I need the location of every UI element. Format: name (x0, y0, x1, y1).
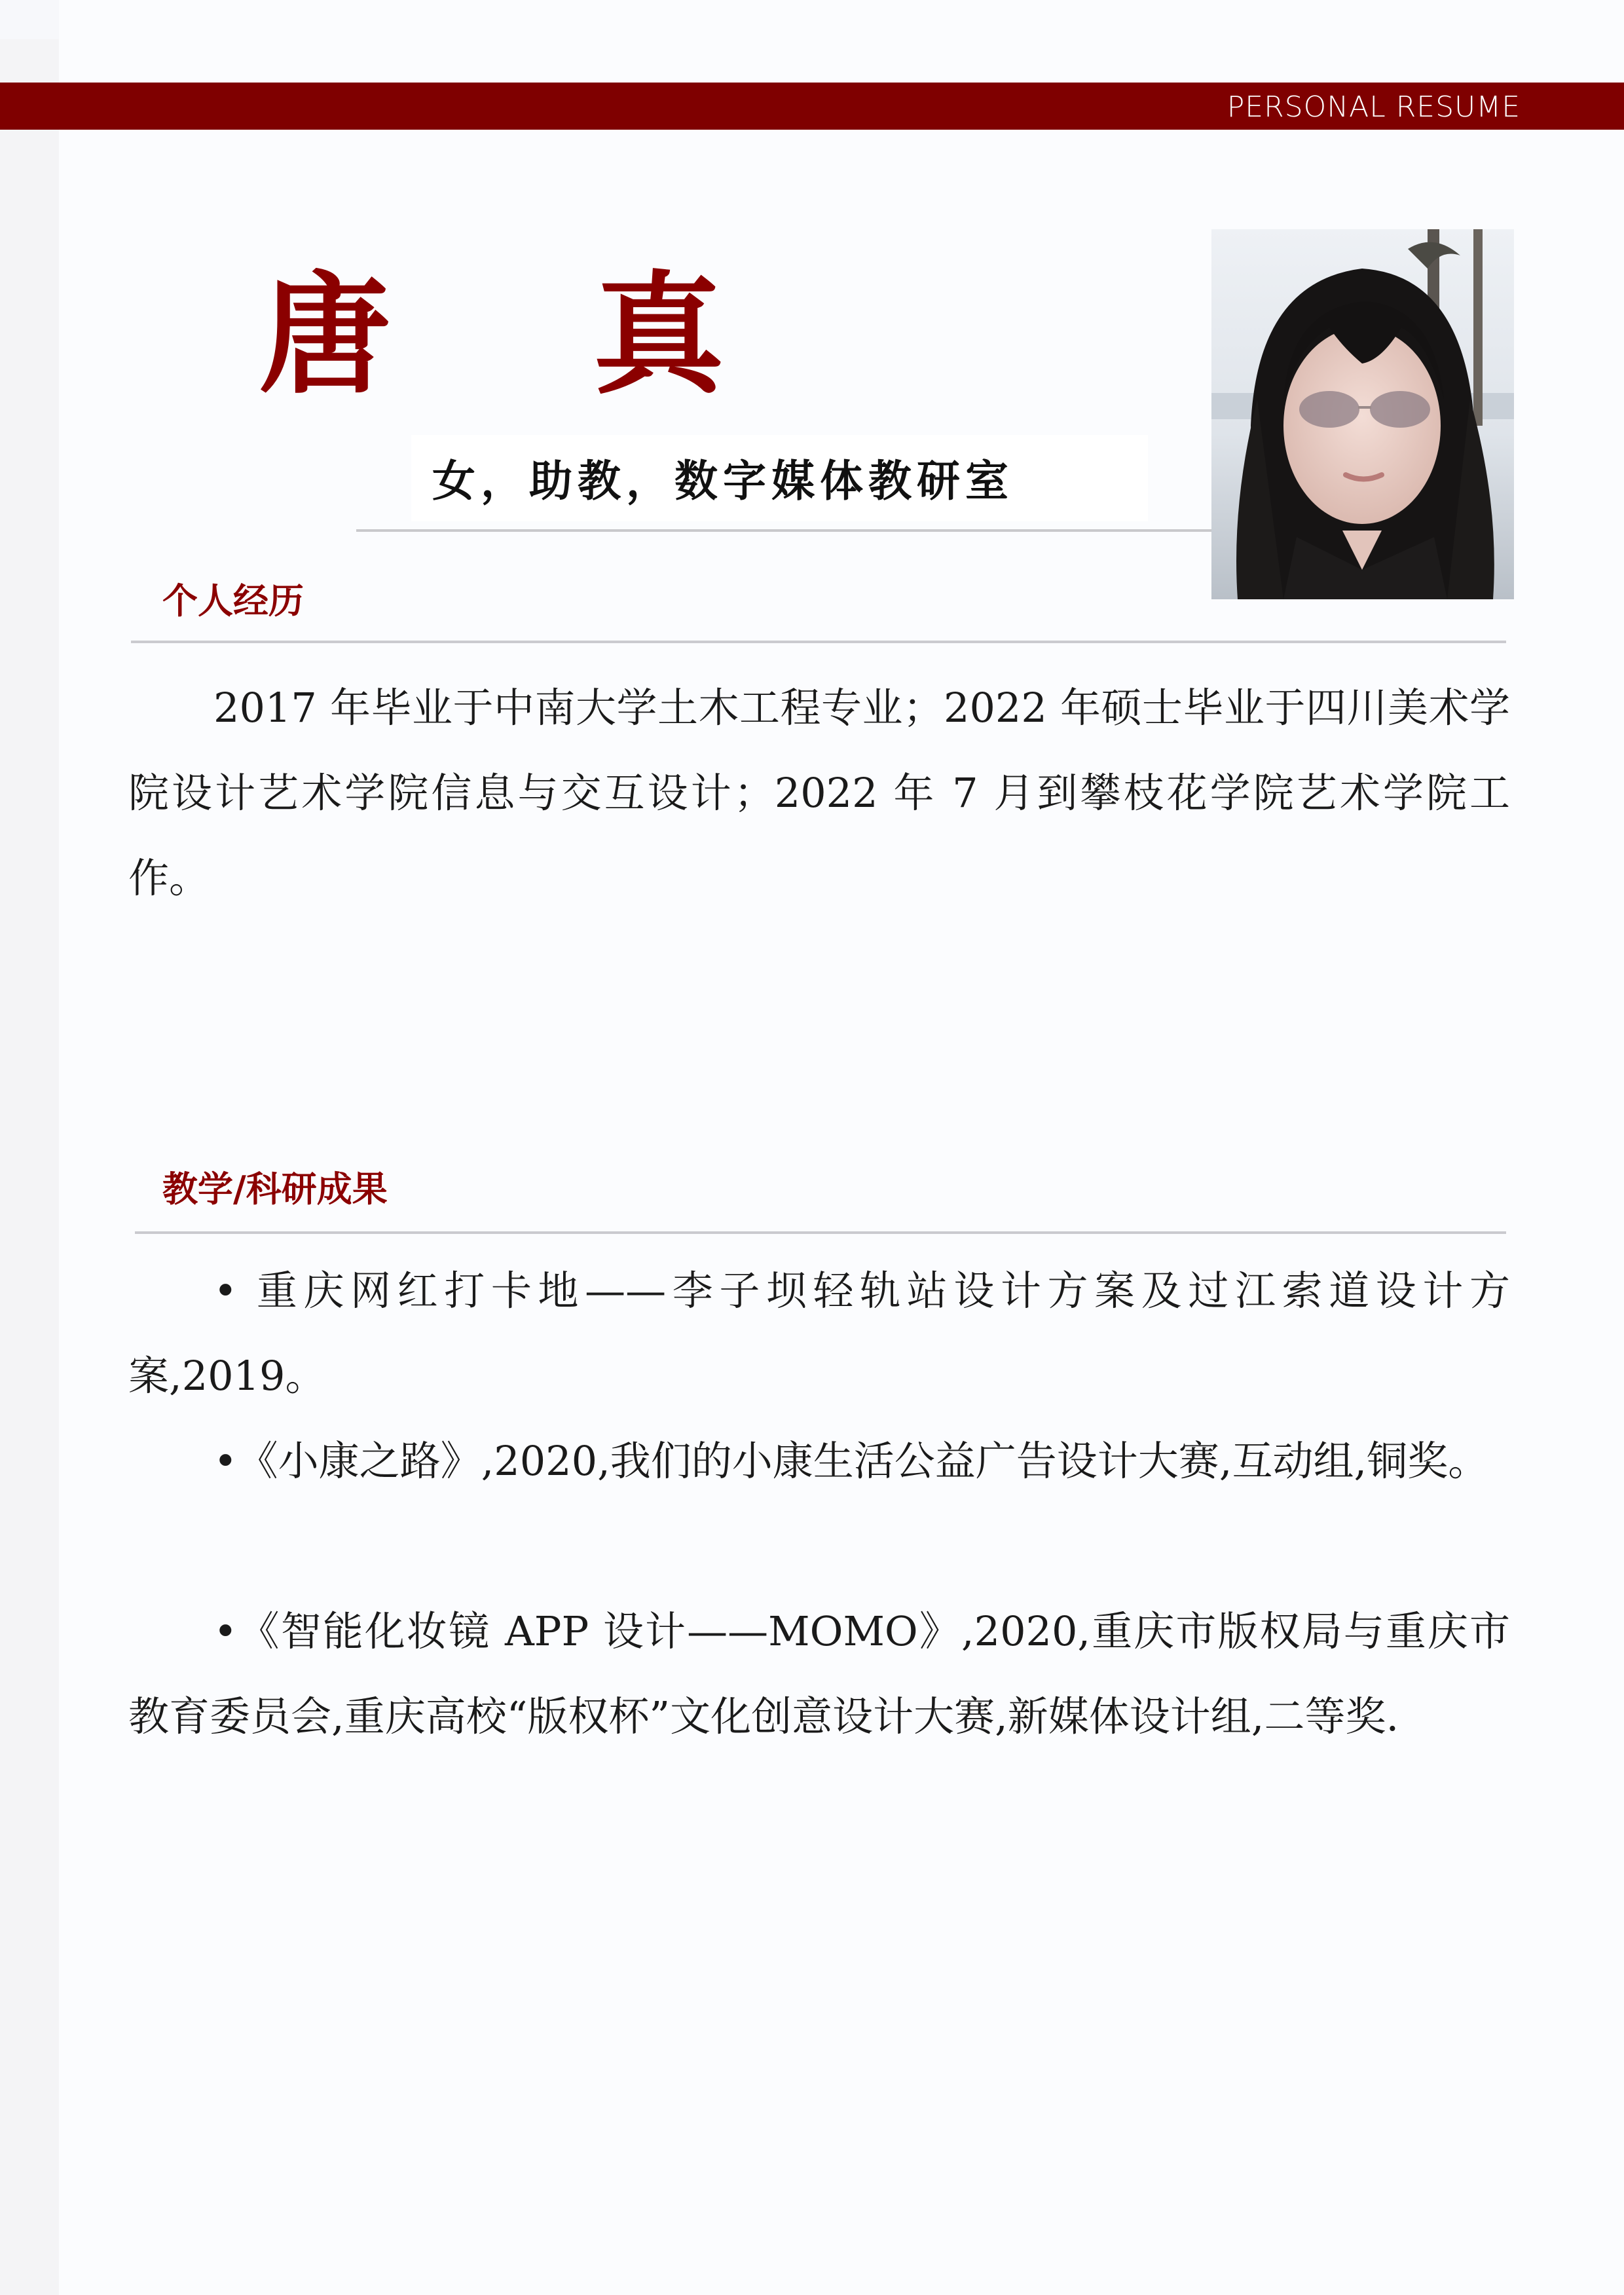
header-label: PERSONAL RESUME (1227, 90, 1521, 124)
person-name: 唐 真 (259, 259, 803, 412)
person-subtitle: 女，助教，数字媒体教研室 (432, 455, 1014, 506)
section-divider-experience (131, 641, 1506, 643)
section-divider-achievements (135, 1231, 1506, 1234)
subtitle-divider (356, 529, 1211, 532)
section-title-experience: 个人经历 (162, 580, 304, 622)
portrait-photo (1211, 229, 1514, 599)
achievement-item: •《智能化妆镜 APP 设计——MOMO》,2020,重庆市版权局与重庆市教育委员会,重庆高校“版权杯”文化创意设计大赛,新媒体设计组,二等奖. (128, 1607, 1510, 1740)
achievement-item: •《小康之路》,2020,我们的小康生活公益广告设计大赛,互动组,铜奖。 (213, 1437, 1489, 1485)
achievement-item: • 重庆网红打卡地——李子坝轻轨站设计方案及过江索道设计方案,2019。 (128, 1267, 1510, 1400)
section-title-achievements: 教学/科研成果 (162, 1168, 388, 1210)
page-left-margin (0, 39, 59, 2295)
experience-paragraph: 2017 年毕业于中南大学土木工程专业；2022 年硕士毕业于四川美术学院设计艺术学院信息与交互设计；2022 年 7 月到攀枝花学院艺术学院工作。 (128, 684, 1510, 902)
